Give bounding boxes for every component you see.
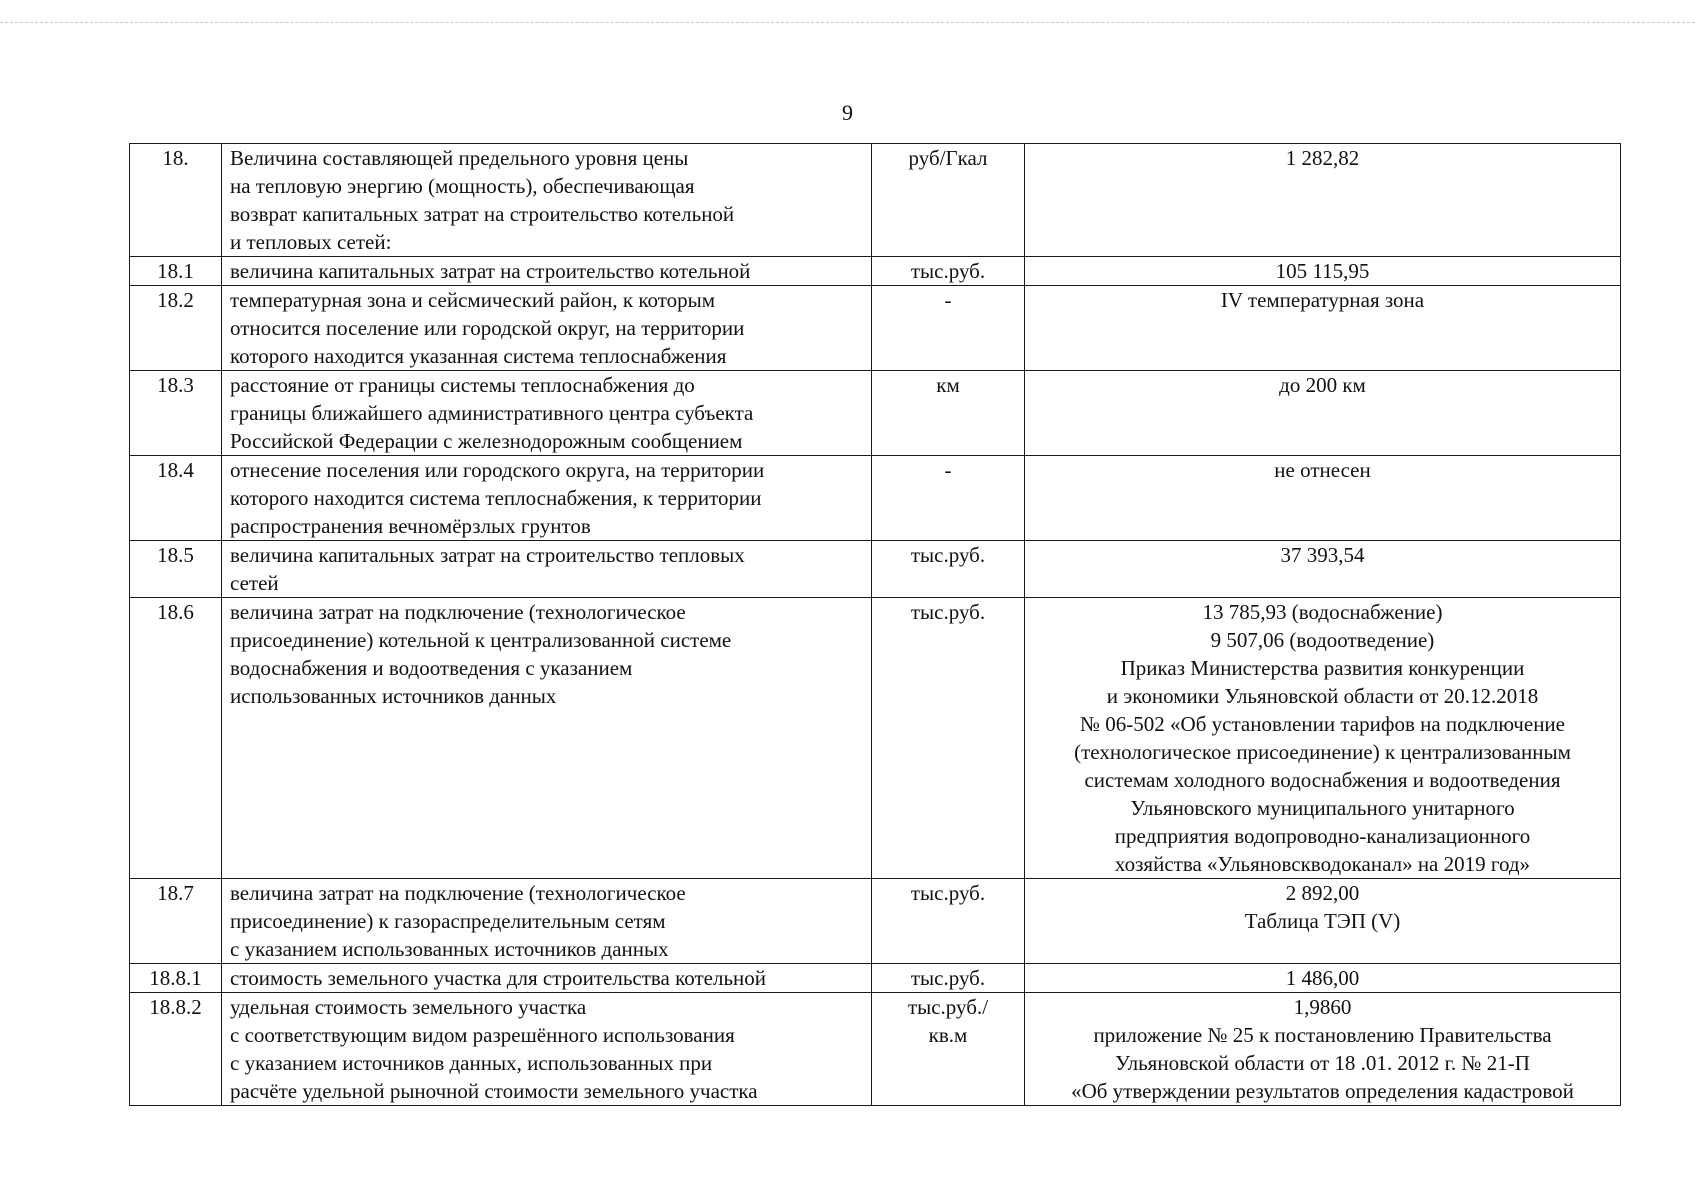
unit-line: тыс.руб. (910, 881, 986, 905)
unit-line: руб/Гкал (908, 146, 988, 170)
row-number-cell: 18.1 (130, 257, 222, 286)
row-number-cell: 18.2 (130, 286, 222, 371)
value-cell (1025, 964, 1621, 993)
value-line: предприятия водопроводно-канализационного (1114, 824, 1531, 848)
parameter-description-cell (222, 286, 872, 371)
parameter-description-line: с соответствующим видом разрешённого использования (230, 1023, 735, 1047)
parameter-description-cell (222, 257, 872, 286)
parameter-description-line: величина затрат на подключение (технологическое (230, 600, 686, 624)
unit-line: кв.м (928, 1023, 968, 1047)
table-row (130, 598, 1621, 879)
parameter-description-line: водоснабжения и водоотведения с указанием (230, 656, 633, 680)
value-line: Приказ Министерства развития конкуренции (1120, 656, 1525, 680)
value-line: 105 115,95 (1275, 259, 1370, 283)
parameter-description-line: стоимость земельного участка для строительства котельной (230, 966, 767, 990)
value-line: не отнесен (1274, 458, 1371, 482)
parameter-description-line: границы ближайшего административного центра субъекта (230, 401, 754, 425)
table-row (130, 964, 1621, 993)
parameter-description-line: распространения вечномёрзлых грунтов (230, 514, 591, 538)
value-cell (1025, 371, 1621, 456)
unit-cell (872, 456, 1025, 541)
row-number-cell: 18.6 (130, 598, 222, 879)
unit-cell (872, 286, 1025, 371)
parameter-description-line: присоединение) к газораспределительным сетям (230, 909, 666, 933)
table-body (130, 144, 1621, 1106)
value-cell (1025, 257, 1621, 286)
row-number-cell: 18.4 (130, 456, 222, 541)
value-cell (1025, 993, 1621, 1106)
value-line: хозяйства «Ульяновскводоканал» на 2019 год» (1114, 852, 1531, 876)
value-line: 37 393,54 (1280, 543, 1365, 567)
unit-line: тыс.руб. (910, 259, 986, 283)
parameter-description-line: величина капитальных затрат на строительство котельной (230, 259, 751, 283)
unit-cell (872, 879, 1025, 964)
value-line: 2 892,00 (1285, 881, 1360, 905)
row-number-cell: 18.8.1 (130, 964, 222, 993)
parameter-description-line: и тепловых сетей: (230, 230, 392, 254)
parameter-description-line: которого находится система теплоснабжения, к территории (230, 486, 762, 510)
value-line: 1 486,00 (1285, 966, 1360, 990)
value-cell (1025, 456, 1621, 541)
unit-cell (872, 964, 1025, 993)
parameter-description-line: возврат капитальных затрат на строительство котельной (230, 202, 735, 226)
value-cell (1025, 598, 1621, 879)
value-cell (1025, 144, 1621, 257)
value-cell (1025, 879, 1621, 964)
parameter-description-line: на тепловую энергию (мощность), обеспечивающая (230, 174, 695, 198)
value-line: 13 785,93 (водоснабжение) (1202, 600, 1443, 624)
row-number-cell: 18.8.2 (130, 993, 222, 1106)
unit-line: тыс.руб./ (907, 995, 989, 1019)
value-line: 9 507,06 (водоотведение) (1210, 628, 1435, 652)
parameter-description-line: величина затрат на подключение (технологическое (230, 881, 686, 905)
table-row (130, 879, 1621, 964)
value-cell (1025, 541, 1621, 598)
unit-line: тыс.руб. (910, 600, 986, 624)
parameter-description-cell (222, 879, 872, 964)
parameter-description-line: использованных источников данных (230, 684, 557, 708)
parameter-description-line: Российской Федерации с железнодорожным сообщением (230, 429, 743, 453)
parameter-description-cell (222, 371, 872, 456)
value-line: 1 282,82 (1285, 146, 1360, 170)
parameter-description-line: присоединение) котельной к централизованной системе (230, 628, 732, 652)
row-number-cell: 18.5 (130, 541, 222, 598)
parameter-description-cell (222, 598, 872, 879)
value-line: Ульяновского муниципального унитарного (1130, 796, 1515, 820)
parameter-description-line: величина капитальных затрат на строительство тепловых (230, 543, 745, 567)
table-row (130, 993, 1621, 1106)
value-line: Таблица ТЭП (V) (1244, 909, 1401, 933)
tariff-parameters-table (129, 143, 1621, 1106)
value-line: системам холодного водоснабжения и водоотведения (1084, 768, 1561, 792)
value-line: № 06-502 «Об установлении тарифов на подключение (1080, 712, 1565, 736)
row-number-cell: 18.3 (130, 371, 222, 456)
value-line: и экономики Ульяновской области от 20.12.2018 (1106, 684, 1539, 708)
parameter-description-cell (222, 144, 872, 257)
parameter-description-line: с указанием использованных источников данных (230, 937, 669, 961)
table-row (130, 144, 1621, 257)
unit-line: тыс.руб. (910, 543, 986, 567)
table-row (130, 371, 1621, 456)
parameter-description-line: расстояние от границы системы теплоснабжения до (230, 373, 695, 397)
parameter-description-line: расчёте удельной рыночной стоимости земельного участка (230, 1079, 758, 1103)
unit-cell (872, 598, 1025, 879)
table-row (130, 286, 1621, 371)
parameter-description-line: относится поселение или городской округ, на территории (230, 316, 745, 340)
parameter-description-line: температурная зона и сейсмический район, к которым (230, 288, 716, 312)
value-line: Ульяновской области от 18 .01. 2012 г. № 21-П (1115, 1051, 1530, 1075)
parameter-description-line: Величина составляющей предельного уровня цены (230, 146, 689, 170)
value-line: IV температурная зона (1220, 288, 1425, 312)
value-line: 1,9860 (1293, 995, 1352, 1019)
value-line: до 200 км (1279, 373, 1366, 397)
table-row (130, 541, 1621, 598)
parameter-description-cell (222, 964, 872, 993)
table-row (130, 257, 1621, 286)
page-number: 9 (842, 100, 853, 125)
parameter-description-line: которого находится указанная система теплоснабжения (230, 344, 727, 368)
scan-top-edge (0, 22, 1695, 23)
value-line: (технологическое присоединение) к централизованным (1074, 740, 1571, 764)
unit-cell (872, 144, 1025, 257)
unit-line: км (936, 373, 960, 397)
unit-line: - (944, 458, 952, 482)
unit-cell (872, 541, 1025, 598)
value-line: приложение № 25 к постановлению Правительства (1093, 1023, 1552, 1047)
unit-line: тыс.руб. (910, 966, 986, 990)
parameter-description-cell (222, 456, 872, 541)
unit-line: - (944, 288, 952, 312)
value-line: «Об утверждении результатов определения кадастровой (1071, 1079, 1574, 1103)
unit-cell (872, 993, 1025, 1106)
parameter-description-cell (222, 541, 872, 598)
row-number-cell: 18. (130, 144, 222, 257)
row-number-cell: 18.7 (130, 879, 222, 964)
parameter-description-line: отнесение поселения или городского округа, на территории (230, 458, 765, 482)
value-cell (1025, 286, 1621, 371)
parameter-description-line: удельная стоимость земельного участка (230, 995, 587, 1019)
parameter-description-cell (222, 993, 872, 1106)
table-row (130, 456, 1621, 541)
unit-cell (872, 371, 1025, 456)
parameter-description-line: с указанием источников данных, использованных при (230, 1051, 713, 1075)
parameter-description-line: сетей (230, 571, 279, 595)
unit-cell (872, 257, 1025, 286)
